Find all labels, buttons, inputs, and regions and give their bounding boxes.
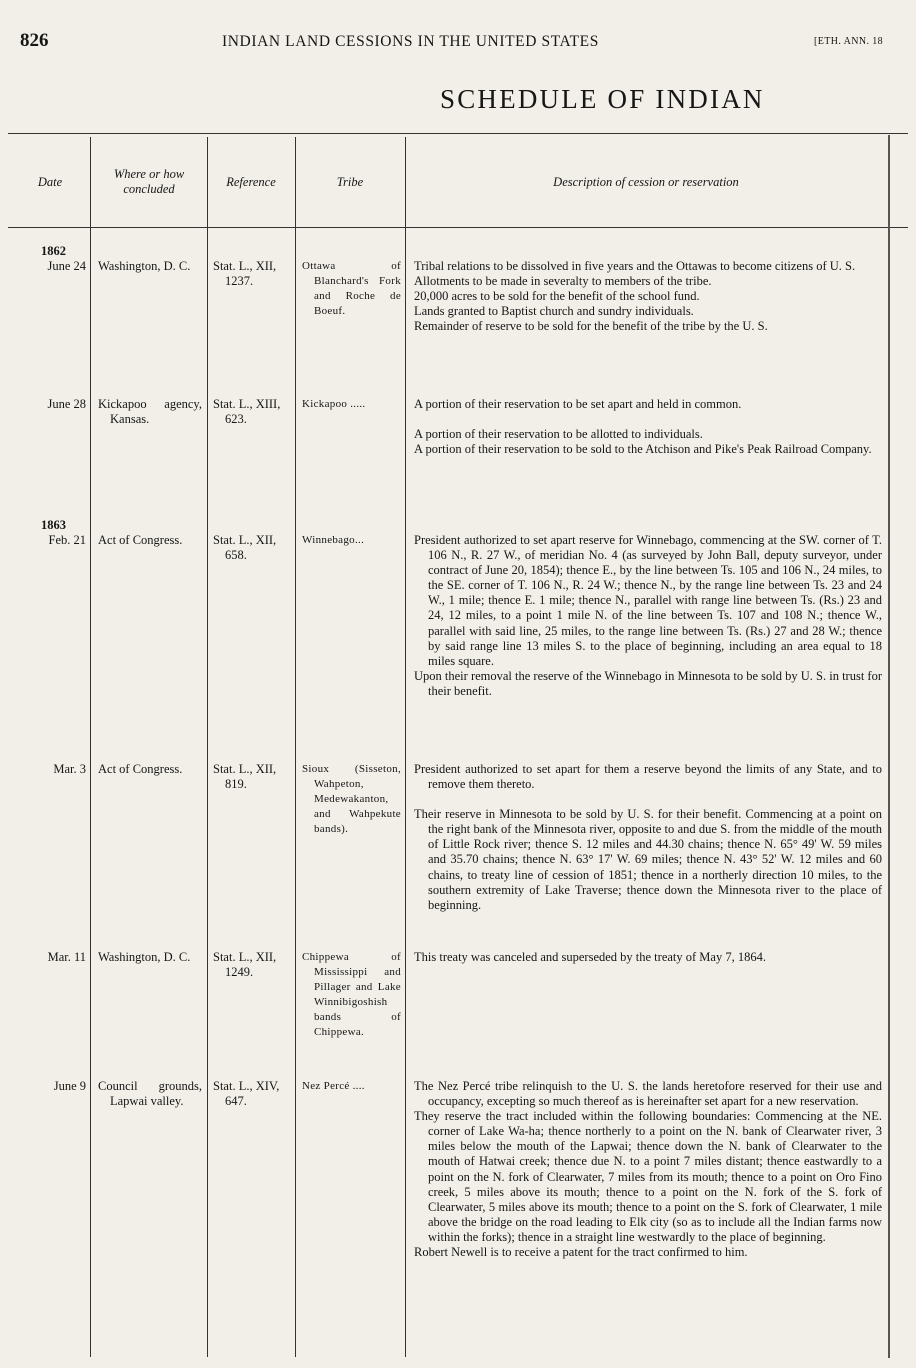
description-paragraph: President authorized to set apart for them a reserve beyond the limits of any State, and to remove them thereto. xyxy=(414,762,882,792)
entry-date: Feb. 21 xyxy=(48,533,86,548)
entry-description xyxy=(414,950,882,965)
entry-tribe: Winnebago... xyxy=(302,534,365,546)
entry-description xyxy=(414,1079,882,1260)
entry-where: Act of Congress. xyxy=(98,533,183,547)
entry-tribe: Kickapoo ..... xyxy=(302,398,366,410)
description-paragraph: A portion of their reservation to be set apart and held in common. xyxy=(414,397,742,411)
description-paragraph: A portion of their reservation to be allotted to individuals. xyxy=(414,427,703,442)
page-number: 826 xyxy=(20,30,49,51)
entry-description xyxy=(414,397,882,457)
entry-reference: Stat. L., XIV, 647. xyxy=(213,1079,280,1109)
entry-description xyxy=(414,259,882,334)
entry-tribe: Sioux (Sisseton, Wahpeton, Medewakanton, and Wahpekute bands). xyxy=(302,763,401,836)
entry-date: June 24 xyxy=(47,259,86,274)
column-header-description: Description of cession or reservation xyxy=(553,174,739,189)
entry-year: 1862 xyxy=(41,244,66,258)
entry-reference: Stat. L., XII, 658. xyxy=(213,533,277,563)
entry-tribe: Chippewa of Mississippi and Pillager and Lake Winnibigoshish bands of Chippewa. xyxy=(302,951,401,1039)
header-bottom-rule xyxy=(8,227,908,228)
entry-date: June 9 xyxy=(53,1079,86,1093)
entry-date: June 28 xyxy=(47,397,86,411)
description-paragraph: Lands granted to Baptist church and sundry individuals. xyxy=(414,304,694,319)
entry-where: Kickapoo agency, Kansas. xyxy=(98,397,202,427)
entry-date: Mar. 11 xyxy=(47,950,86,964)
column-divider xyxy=(295,137,296,1357)
description-paragraph: Their reserve in Minnesota to be sold by U. S. for their benefit. Commencing at a point on the right bank of the Minnesota river, opposite to and due S. from the middle of the mouth of Little Rock river; thence S. 12 miles and 44.30 chains; thence N. 65° 49' W. 59 miles and 35.70 chains; thence N. 63° 17' W. 69 miles; thence N. 43° 52' W. 12 miles and 60 chains, to treaty line of cession of 1851; thence in a northerly direction 10 miles, to the southern extremity of Lake Traverse; thence down the Minnesota river to the place of beginning. xyxy=(414,807,882,912)
entry-reference: Stat. L., XII, 1249. xyxy=(213,950,277,980)
entry-description xyxy=(414,533,882,699)
running-title: INDIAN LAND CESSIONS IN THE UNITED STATES xyxy=(222,33,599,50)
column-header-tribe: Tribe xyxy=(336,174,364,189)
entry-reference: Stat. L., XII, 1237. xyxy=(213,259,277,289)
entry-description xyxy=(414,762,882,913)
column-divider xyxy=(207,137,208,1357)
description-paragraph: 20,000 acres to be sold for the benefit of the school fund. xyxy=(414,289,700,304)
column-header-where: Where or how concluded xyxy=(113,167,185,196)
entry-date: Mar. 3 xyxy=(53,762,86,776)
entry-tribe: Nez Percé .... xyxy=(302,1080,365,1092)
entry-where: Council grounds, Lapwai valley. xyxy=(98,1079,202,1109)
description-paragraph: Tribal relations to be dissolved in five years and the Ottawas to become citizens of U. S. xyxy=(414,259,856,273)
description-paragraph: Upon their removal the reserve of the Winnebago in Minnesota to be sold by U. S. in trust for their benefit. xyxy=(414,668,882,698)
description-paragraph: A portion of their reservation to be sold to the Atchison and Pike's Peak Railroad Company. xyxy=(414,442,872,457)
entry-where: Act of Congress. xyxy=(98,762,183,776)
description-paragraph: President authorized to set apart reserve for Winnebago, commencing at the SW. corner of T. 106 N., R. 27 W., of meridian No. 4 (as surveyed by John Ball, deputy surveyor, under contract of June 20, 1854); thence E., by the line between Ts. 105 and 106 N., 24 miles, to the SE. corner of T. 106 N., R. 24 W.; thence N., by the range line between Ts. 23 and 24 W., 1 mile; thence E. 1 mile; thence N., parallel with range line between Ts. (Rs.) 23 and 24, 12 miles, to a point 1 mile N. of the line between Ts. 107 and 108 N.; thence W., parallel with said line, 25 miles, to the range line between Ts. (Rs.) 27 and 28 W.; thence by said range line 13 miles S. to the place of beginning, including an area equal to 18 miles square. xyxy=(414,533,882,668)
column-divider xyxy=(405,137,406,1357)
description-paragraph: They reserve the tract included within the following boundaries: Commencing at the NE. corner of Lake Wa-ha; thence northerly to a point on the N. bank of Clearwater river, 3 miles below the mouth of the Lapwai; thence down the N. bank of Clearwater to the mouth of Hatwai creek; thence due N. to a point 7 miles distant; thence eastwardly to a point on the N. fork of Clearwater, 7 miles from its mouth; thence to a point on Oro Fino creek, 5 miles above its mouth; thence to a point on the N. fork of the S. fork of Clearwater, 5 miles above its mouth; thence to a point on the S. fork of Clearwater, 1 mile above the bridge on the road leading to Elk city (so as to include all the Indian farms now within the forks); thence in a straight line westwardly to the place of beginning. xyxy=(414,1109,882,1244)
table-top-rule xyxy=(8,133,908,134)
entry-tribe: Ottawa of Blanchard's Fork and Roche de Boeuf. xyxy=(302,260,401,318)
entry-where: Washington, D. C. xyxy=(98,950,191,964)
column-header-reference: Reference xyxy=(226,174,276,189)
description-paragraph: Allotments to be made in severalty to members of the tribe. xyxy=(414,274,712,289)
page-edge-rule xyxy=(888,135,890,1358)
entry-year: 1863 xyxy=(41,518,66,532)
description-paragraph: The Nez Percé tribe relinquish to the U. S. the lands heretofore reserved for their use and occupancy, excepting so much thereof as is hereinafter set apart for a new reservation. xyxy=(414,1079,882,1109)
entry-reference: Stat. L., XIII, 623. xyxy=(213,397,281,427)
edition-note: [ETH. ANN. 18 xyxy=(814,36,884,47)
column-header-date: Date xyxy=(37,174,63,189)
description-paragraph: Remainder of reserve to be sold for the benefit of the tribe by the U. S. xyxy=(414,319,768,334)
entry-reference: Stat. L., XII, 819. xyxy=(213,762,277,792)
description-paragraph: This treaty was canceled and superseded by the treaty of May 7, 1864. xyxy=(414,950,766,964)
column-divider xyxy=(90,137,91,1357)
entry-where: Washington, D. C. xyxy=(98,259,191,273)
schedule-title: SCHEDULE OF INDIAN xyxy=(440,84,765,114)
description-paragraph: Robert Newell is to receive a patent for the tract confirmed to him. xyxy=(414,1245,748,1260)
